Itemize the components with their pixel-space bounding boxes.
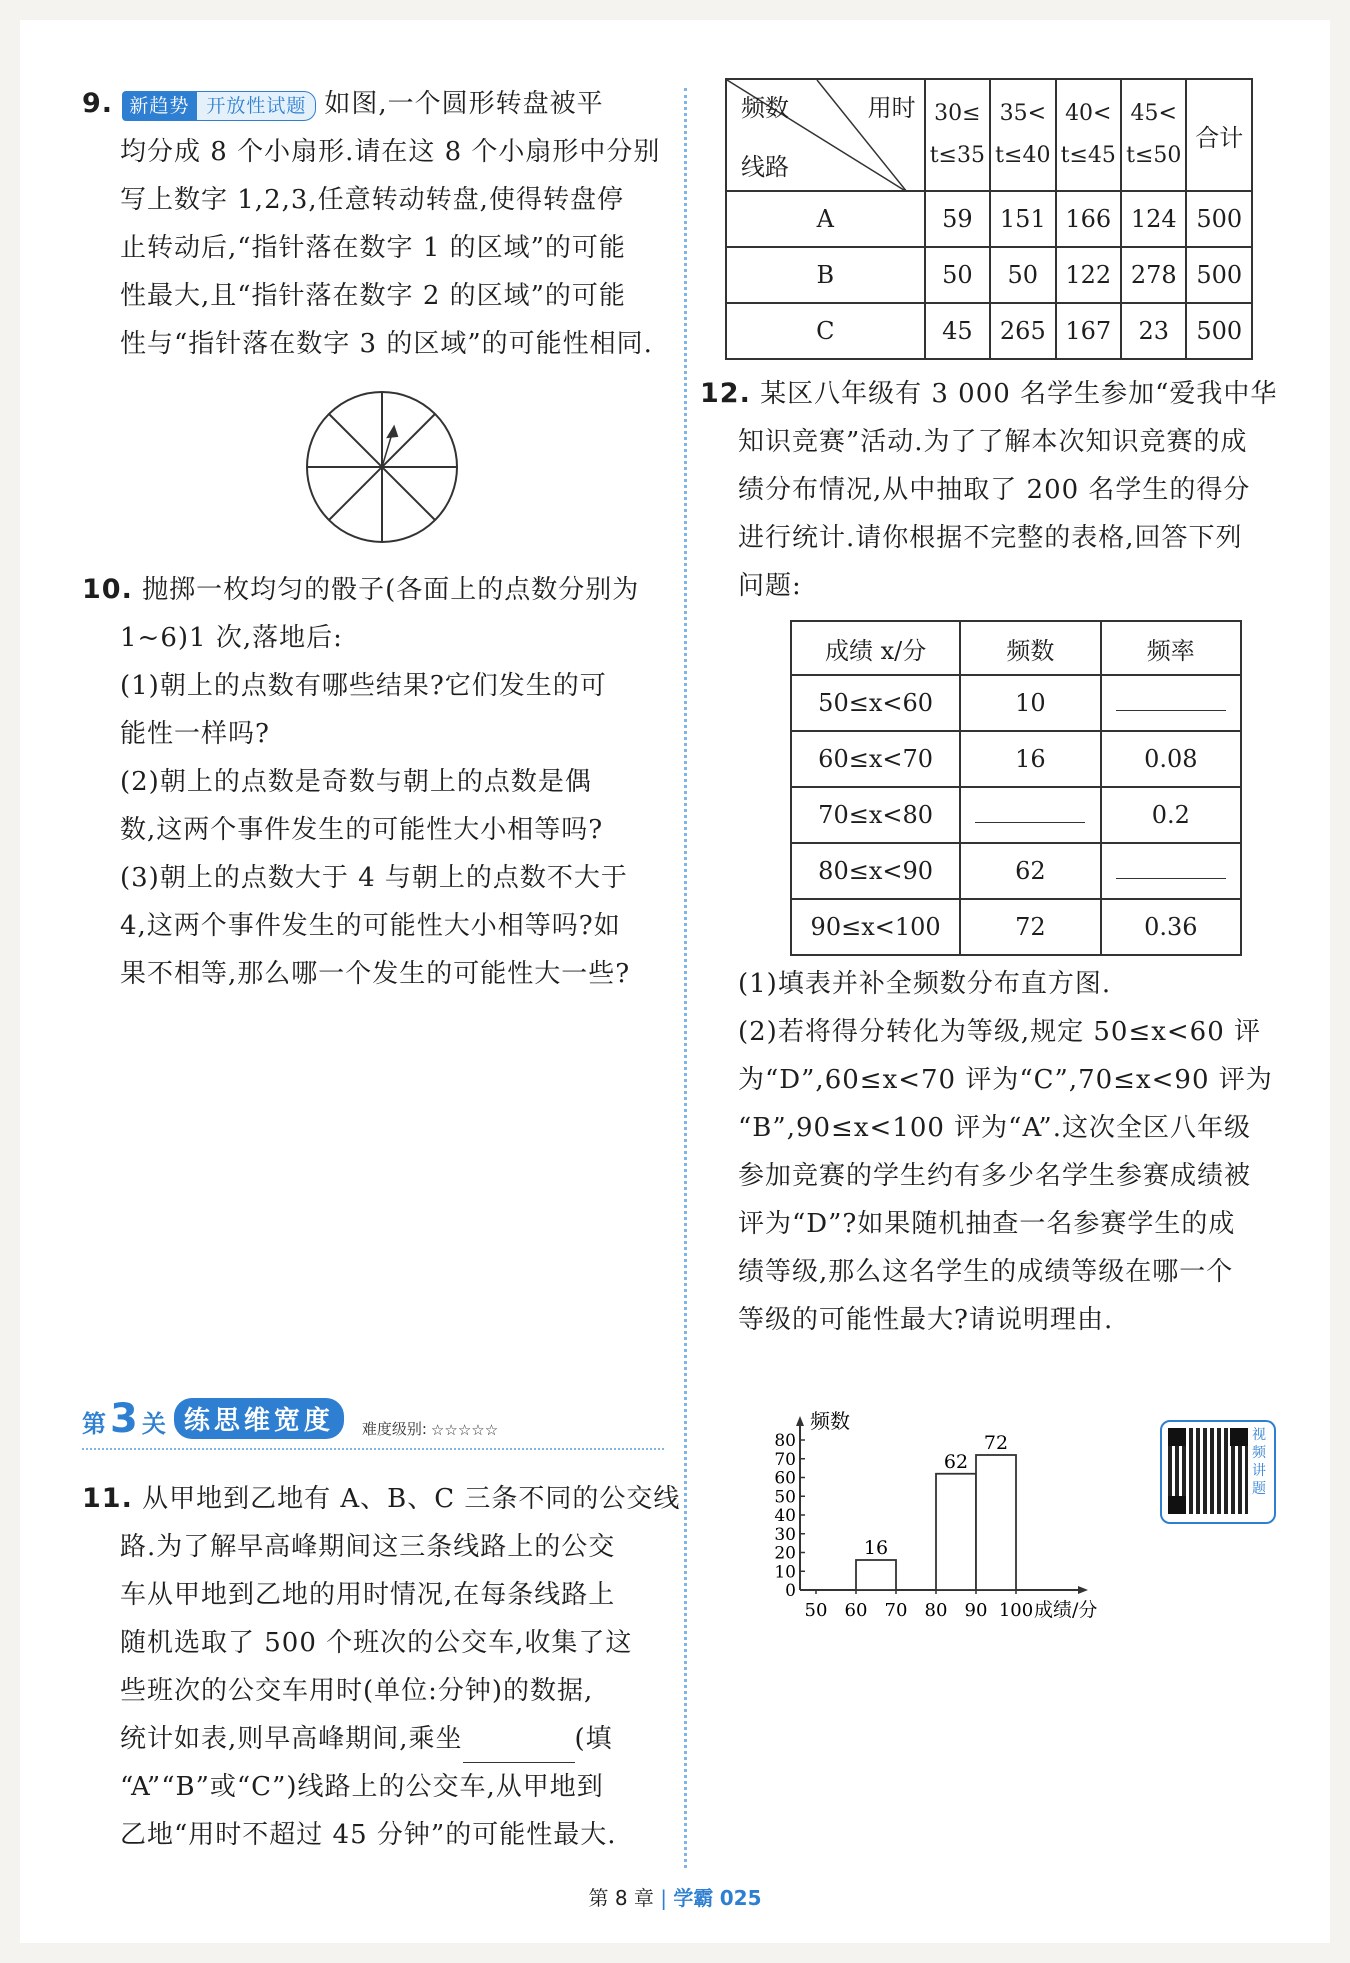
x-tick-label: 90 (964, 1600, 988, 1621)
question-text: 性最大,且“指针落在数字 2 的区域”的可能 (120, 281, 626, 311)
table-row (791, 787, 1241, 843)
question-text: 某区八年级有 3 000 名学生参加“爱我中华 (760, 379, 1278, 409)
y-tick-label: 80 (774, 1431, 796, 1451)
table-row (791, 675, 1241, 731)
table-cell: 265 (990, 303, 1055, 359)
column-header (925, 79, 990, 191)
histogram-bar (856, 1560, 896, 1590)
table-cell: 50 (990, 247, 1055, 303)
y-tick-label: 50 (774, 1487, 796, 1508)
bar-value-label: 72 (983, 1432, 1009, 1454)
question-text: 为“D”,60≤x<70 评为“C”,70≤x<90 评为 (738, 1065, 1273, 1095)
y-tick-label: 60 (774, 1468, 796, 1489)
x-axis-label: 成绩/分 (1034, 1599, 1098, 1621)
question-text: 能性一样吗? (120, 719, 270, 749)
bar-value-label: 62 (943, 1450, 969, 1473)
x-axis-arrow (1078, 1586, 1088, 1594)
table-cell: 124 (1121, 191, 1186, 247)
question-text: 绩等级,那么这名学生的成绩等级在哪一个 (738, 1257, 1234, 1287)
section-header (82, 1398, 674, 1454)
table-cell: 122 (1056, 247, 1121, 303)
question-text: 知识竞赛”活动.为了了解本次知识竞赛的成 (738, 427, 1248, 457)
route-cell: B (726, 247, 925, 303)
question-number: 11. (82, 1483, 133, 1514)
table-row (791, 843, 1241, 899)
x-tick-label: 100 (998, 1600, 1034, 1621)
answer-cell (960, 787, 1100, 843)
question-text: 路.为了解早高峰期间这三条线路上的公交 (120, 1532, 616, 1562)
table-cell: 72 (960, 899, 1100, 955)
question-text: 抛掷一枚均匀的骰子(各面上的点数分别为 (142, 575, 640, 605)
frequency-histogram (760, 1410, 1120, 1630)
spinner-figure (82, 382, 674, 552)
page-footer (20, 1882, 1330, 1911)
answer-cell (1101, 843, 1241, 899)
page-number: 025 (719, 1886, 762, 1910)
answer-cell (1101, 675, 1241, 731)
table-cell: 23 (1121, 303, 1186, 359)
question-number: 9. (82, 88, 114, 119)
bus-time-table (725, 78, 1253, 360)
header-line: 45< (1130, 101, 1177, 126)
table-cell: 500 (1186, 191, 1252, 247)
qr-code (1168, 1428, 1248, 1514)
question-number: 10. (82, 574, 133, 605)
question-text: 写上数字 1,2,3,任意转动转盘,使得转盘停 (120, 185, 624, 215)
table-cell: 278 (1121, 247, 1186, 303)
table-cell: 0.08 (1101, 731, 1241, 787)
table-row (726, 247, 1252, 303)
difficulty-stars: ☆☆☆☆☆ (430, 1421, 499, 1439)
question-text: (3)朝上的点数大于 4 与朝上的点数不大于 (120, 863, 628, 893)
table-row (791, 899, 1241, 955)
open-question-tag: 开放性试题 (196, 91, 316, 121)
question-text: 数,这两个事件发生的可能性大小相等吗? (120, 815, 604, 845)
left-column (82, 80, 681, 1850)
x-tick-label: 50 (804, 1600, 828, 1621)
table-header-row (791, 621, 1241, 675)
column-header (990, 79, 1055, 191)
section-underline (82, 1448, 664, 1450)
section-suffix: 关 (141, 1410, 166, 1438)
question-text: (1)朝上的点数有哪些结果?它们发生的可 (120, 671, 607, 701)
table-cell: 50 (925, 247, 990, 303)
question-text: 绩分布情况,从中抽取了 200 名学生的得分 (738, 475, 1251, 505)
table-cell: 45 (925, 303, 990, 359)
y-tick-label: 0 (785, 1581, 796, 1601)
column-header (1121, 79, 1186, 191)
header-line: 40< (1065, 101, 1112, 126)
question-text: 均分成 8 个小扇形.请在这 8 个小扇形中分别 (120, 137, 661, 167)
score-frequency-table (790, 620, 1242, 956)
bar-value-label: 16 (863, 1537, 889, 1559)
header-line: t≤45 (1060, 143, 1116, 168)
column-divider (684, 88, 687, 1868)
table-cell: 0.36 (1101, 899, 1241, 955)
question-text: 性与“指针落在数字 3 的区域”的可能性相同. (120, 329, 653, 359)
corner-label-mid: 频数 (741, 94, 789, 122)
table-corner (726, 79, 925, 191)
qr-code-box[interactable] (1160, 1420, 1276, 1524)
table-cell: 0.2 (1101, 787, 1241, 843)
right-column (700, 78, 1300, 1621)
header-line: 35< (999, 101, 1047, 126)
question-text: 些班次的公交车用时(单位:分钟)的数据, (120, 1676, 594, 1706)
range-cell: 50≤x<60 (791, 675, 960, 731)
question-text: “B”,90≤x<100 评为“A”.这次全区八年级 (738, 1113, 1251, 1143)
question-text: (2)若将得分转化为等级,规定 50≤x<60 评 (738, 1017, 1262, 1047)
y-tick-label: 70 (774, 1449, 796, 1470)
question-11 (82, 1475, 681, 1859)
y-axis-label: 频数 (810, 1410, 850, 1433)
question-text: “A”“B”或“C”)线路上的公交车,从甲地到 (120, 1772, 604, 1802)
x-tick-label: 60 (844, 1600, 868, 1621)
column-header: 频率 (1101, 621, 1241, 675)
table-cell: 500 (1186, 247, 1252, 303)
y-tick-label: 10 (774, 1562, 796, 1583)
question-text: 1~6)1 次,落地后: (120, 623, 343, 653)
section-prefix: 第 (82, 1410, 106, 1438)
chapter-label: 第 8 章 (588, 1886, 654, 1910)
answer-blank[interactable] (975, 802, 1085, 823)
page (20, 20, 1330, 1943)
question-text: 问题: (738, 571, 802, 601)
question-text: 乙地“用时不超过 45 分钟”的可能性最大. (120, 1820, 617, 1850)
range-cell: 60≤x<70 (791, 731, 960, 787)
route-cell: C (726, 303, 925, 359)
question-text: (1)填表并补全频数分布直方图. (738, 969, 1112, 999)
question-text: 统计如表,则早高峰期间,乘坐 (120, 1724, 463, 1754)
table-row (726, 303, 1252, 359)
question-text: 止转动后,“指针落在数字 1 的区域”的可能 (120, 233, 626, 263)
question-number: 12. (700, 378, 751, 409)
question-text: 从甲地到乙地有 A、B、C 三条不同的公交线 (142, 1484, 681, 1514)
section-title: 练思维宽度 (174, 1398, 344, 1439)
y-axis-arrow (796, 1416, 804, 1426)
question-12-parts (700, 960, 1300, 1344)
difficulty-label: 难度级别: (361, 1420, 427, 1438)
question-text: (2)朝上的点数是奇数与朝上的点数是偶 (120, 767, 592, 797)
range-cell: 70≤x<80 (791, 787, 960, 843)
question-text: (填 (574, 1724, 613, 1754)
answer-blank[interactable] (463, 1738, 575, 1763)
table-cell: 166 (1056, 191, 1121, 247)
footer-separator: | (660, 1886, 668, 1910)
question-text: 果不相等,那么哪一个发生的可能性大一些? (120, 959, 631, 989)
route-cell: A (726, 191, 925, 247)
answer-blank[interactable] (1116, 690, 1226, 711)
header-line: t≤35 (929, 143, 985, 168)
corner-label-top: 用时 (867, 94, 916, 122)
histogram-bar (976, 1455, 1016, 1590)
table-cell: 151 (990, 191, 1055, 247)
table-cell: 59 (925, 191, 990, 247)
histogram-bar (936, 1474, 976, 1590)
table-cell: 62 (960, 843, 1100, 899)
question-text: 车从甲地到乙地的用时情况,在每条线路上 (120, 1580, 616, 1610)
header-line: t≤50 (1126, 143, 1182, 168)
column-header: 成绩 x/分 (791, 621, 960, 675)
x-tick-label: 70 (884, 1600, 908, 1621)
brand-name: 学霸 (673, 1886, 714, 1910)
total-header: 合计 (1186, 79, 1252, 191)
question-12 (700, 370, 1300, 610)
trend-tag: 新趋势 (122, 91, 196, 121)
question-text: 评为“D”?如果随机抽查一名参赛学生的成 (738, 1209, 1236, 1239)
y-tick-label: 20 (774, 1543, 796, 1564)
question-text: 进行统计.请你根据不完整的表格,回答下列 (738, 523, 1243, 553)
x-tick-label: 80 (924, 1600, 948, 1621)
corner-label-bottom: 线路 (741, 153, 789, 181)
question-10 (82, 566, 674, 998)
y-tick-label: 30 (774, 1524, 796, 1545)
header-line: t≤40 (995, 143, 1051, 168)
section-number: 3 (110, 1396, 138, 1442)
range-cell: 90≤x<100 (791, 899, 960, 955)
table-cell: 10 (960, 675, 1100, 731)
question-text: 如图,一个圆形转盘被平 (324, 89, 604, 119)
range-cell: 80≤x<90 (791, 843, 960, 899)
qr-label: 视频讲题 (1252, 1427, 1266, 1497)
header-line: 30≤ (934, 101, 981, 126)
question-text: 等级的可能性最大?请说明理由. (738, 1305, 1114, 1335)
question-text: 参加竞赛的学生约有多少名学生参赛成绩被 (738, 1161, 1252, 1191)
table-cell: 500 (1186, 303, 1252, 359)
table-row (791, 731, 1241, 787)
table-cell: 16 (960, 731, 1100, 787)
question-text: 4,这两个事件发生的可能性大小相等吗?如 (120, 911, 621, 941)
y-tick-label: 40 (774, 1506, 796, 1526)
table-row (726, 191, 1252, 247)
answer-blank[interactable] (1116, 858, 1226, 879)
table-cell: 167 (1056, 303, 1121, 359)
column-header (1056, 79, 1121, 191)
column-header: 频数 (960, 621, 1100, 675)
question-9 (82, 80, 674, 368)
question-text: 随机选取了 500 个班次的公交车,收集了这 (120, 1628, 633, 1658)
